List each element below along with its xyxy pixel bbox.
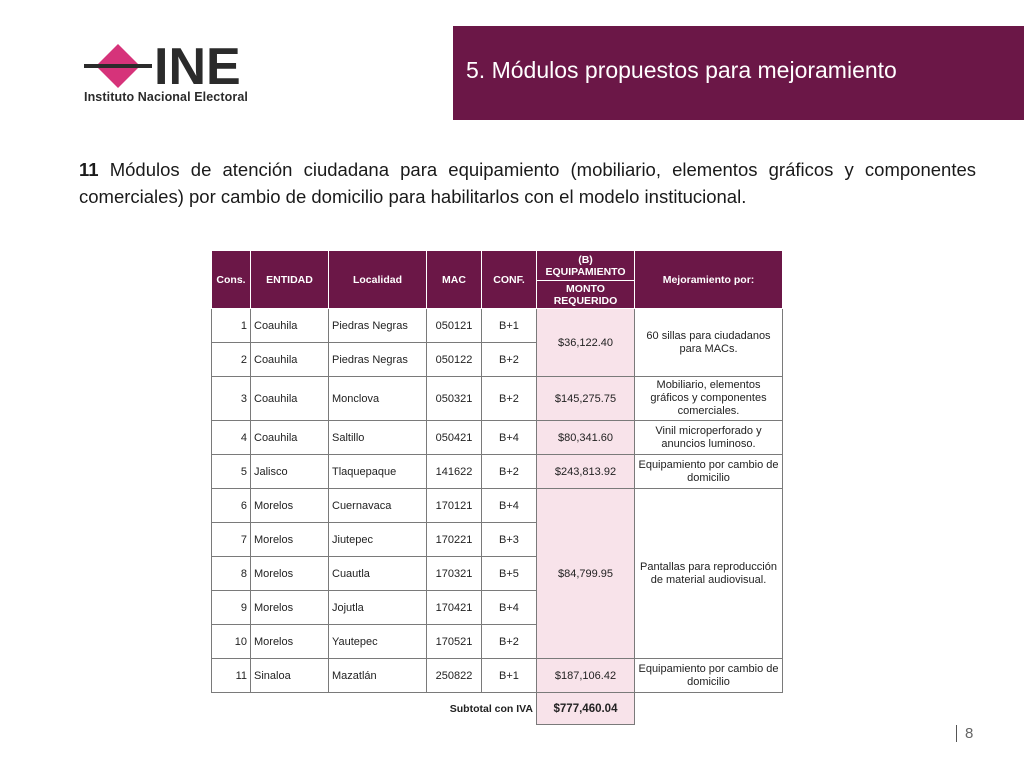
cell-entidad: Morelos bbox=[251, 523, 329, 557]
cell-localidad: Monclova bbox=[329, 377, 427, 421]
cell-localidad: Mazatlán bbox=[329, 659, 427, 693]
cell-localidad: Piedras Negras bbox=[329, 309, 427, 343]
page-number: 8 bbox=[956, 725, 973, 742]
table-row bbox=[212, 309, 783, 343]
logo-wordmark: INE bbox=[154, 40, 241, 90]
cell-cons: 6 bbox=[212, 489, 251, 523]
cell-localidad: Jiutepec bbox=[329, 523, 427, 557]
subtotal-row bbox=[212, 693, 783, 725]
cell-localidad: Cuautla bbox=[329, 557, 427, 591]
header-equipamiento: (B) EQUIPAMIENTO bbox=[537, 251, 635, 281]
cell-cons: 5 bbox=[212, 455, 251, 489]
cell-cons: 11 bbox=[212, 659, 251, 693]
intro-text: Módulos de atención ciudadana para equipamiento (mobiliario, elementos gráficos y componentes comerciales) por cambio de domicilio para habilitarlos con el modelo institucional. bbox=[79, 159, 977, 207]
cell-mejoramiento: Equipamiento por cambio de domicilio bbox=[635, 455, 783, 489]
header-conf: CONF. bbox=[482, 251, 537, 309]
cell-localidad: Saltillo bbox=[329, 421, 427, 455]
title-band bbox=[453, 26, 1024, 120]
header-mac: MAC bbox=[427, 251, 482, 309]
cell-conf: B+5 bbox=[482, 557, 537, 591]
header-cons: Cons. bbox=[212, 251, 251, 309]
header-entidad: ENTIDAD bbox=[251, 251, 329, 309]
cell-mac: 170321 bbox=[427, 557, 482, 591]
cell-cons: 9 bbox=[212, 591, 251, 625]
cell-conf: B+2 bbox=[482, 625, 537, 659]
table-row bbox=[212, 489, 783, 523]
cell-mac: 141622 bbox=[427, 455, 482, 489]
table-row bbox=[212, 455, 783, 489]
cell-cons: 2 bbox=[212, 343, 251, 377]
cell-entidad: Sinaloa bbox=[251, 659, 329, 693]
intro-paragraph bbox=[79, 156, 976, 210]
header-localidad: Localidad bbox=[329, 251, 427, 309]
cell-conf: B+4 bbox=[482, 591, 537, 625]
cell-cons: 7 bbox=[212, 523, 251, 557]
cell-entidad: Coauhila bbox=[251, 309, 329, 343]
cell-localidad: Jojutla bbox=[329, 591, 427, 625]
cell-conf: B+2 bbox=[482, 343, 537, 377]
cell-mac: 050421 bbox=[427, 421, 482, 455]
cell-mac: 170421 bbox=[427, 591, 482, 625]
cell-localidad: Cuernavaca bbox=[329, 489, 427, 523]
cell-mejoramiento: Equipamiento por cambio de domicilio bbox=[635, 659, 783, 693]
cell-mejoramiento: 60 sillas para ciudadanos para MACs. bbox=[635, 309, 783, 377]
page-title: 5. Módulos propuestos para mejoramiento bbox=[466, 57, 897, 83]
cell-localidad: Yautepec bbox=[329, 625, 427, 659]
cell-entidad: Morelos bbox=[251, 489, 329, 523]
table-row bbox=[212, 421, 783, 455]
header-monto: MONTO REQUERIDO bbox=[537, 281, 635, 309]
modules-table bbox=[211, 250, 783, 725]
cell-mac: 050121 bbox=[427, 309, 482, 343]
cell-mac: 050321 bbox=[427, 377, 482, 421]
cell-entidad: Coauhila bbox=[251, 343, 329, 377]
cell-entidad: Morelos bbox=[251, 591, 329, 625]
cell-entidad: Jalisco bbox=[251, 455, 329, 489]
intro-count: 11 bbox=[79, 159, 99, 180]
cell-mejoramiento: Vinil microperforado y anuncios luminoso. bbox=[635, 421, 783, 455]
cell-cons: 4 bbox=[212, 421, 251, 455]
cell-monto: $243,813.92 bbox=[537, 455, 635, 489]
cell-monto: $84,799.95 bbox=[537, 489, 635, 659]
cell-conf: B+4 bbox=[482, 421, 537, 455]
cell-mejoramiento: Pantallas para reproducción de material audiovisual. bbox=[635, 489, 783, 659]
cell-cons: 1 bbox=[212, 309, 251, 343]
logo-subtitle: Instituto Nacional Electoral bbox=[84, 90, 248, 104]
cell-mac: 170521 bbox=[427, 625, 482, 659]
subtotal-value: $777,460.04 bbox=[537, 693, 635, 725]
cell-conf: B+2 bbox=[482, 377, 537, 421]
cell-cons: 3 bbox=[212, 377, 251, 421]
cell-monto: $36,122.40 bbox=[537, 309, 635, 377]
cell-entidad: Morelos bbox=[251, 557, 329, 591]
subtotal-spacer bbox=[635, 693, 783, 725]
table-row bbox=[212, 377, 783, 421]
cell-conf: B+1 bbox=[482, 659, 537, 693]
cell-monto: $80,341.60 bbox=[537, 421, 635, 455]
cell-cons: 8 bbox=[212, 557, 251, 591]
table-row bbox=[212, 659, 783, 693]
subtotal-label: Subtotal con IVA bbox=[449, 702, 533, 715]
cell-conf: B+1 bbox=[482, 309, 537, 343]
cell-mac: 250822 bbox=[427, 659, 482, 693]
cell-localidad: Tlaquepaque bbox=[329, 455, 427, 489]
cell-mac: 170121 bbox=[427, 489, 482, 523]
cell-localidad: Piedras Negras bbox=[329, 343, 427, 377]
cell-monto: $145,275.75 bbox=[537, 377, 635, 421]
cell-entidad: Coauhila bbox=[251, 377, 329, 421]
cell-cons: 10 bbox=[212, 625, 251, 659]
cell-monto: $187,106.42 bbox=[537, 659, 635, 693]
header-mejoramiento: Mejoramiento por: bbox=[635, 251, 783, 309]
cell-mejoramiento: Mobiliario, elementos gráficos y componentes comerciales. bbox=[635, 377, 783, 421]
cell-mac: 050122 bbox=[427, 343, 482, 377]
ine-logo bbox=[84, 40, 304, 106]
cell-mac: 170221 bbox=[427, 523, 482, 557]
cell-conf: B+2 bbox=[482, 455, 537, 489]
cell-entidad: Coauhila bbox=[251, 421, 329, 455]
cell-conf: B+3 bbox=[482, 523, 537, 557]
cell-conf: B+4 bbox=[482, 489, 537, 523]
ine-logo-mark bbox=[84, 40, 304, 90]
cell-entidad: Morelos bbox=[251, 625, 329, 659]
